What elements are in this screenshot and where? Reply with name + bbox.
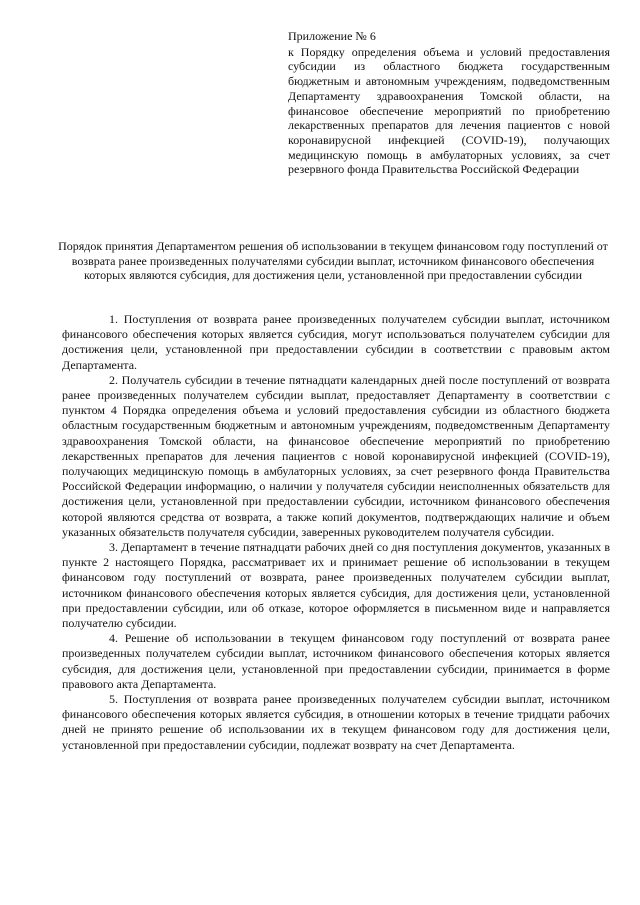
appendix-block — [288, 29, 610, 177]
appendix-text: к Порядку определения объема и условий предоставления субсидии из областного бюджета государственным бюджетным и автономным учреждениям, подведомственным Департаменту здравоохранения Томской области, на финансовое обеспечение мероприятий по приобретению лекарственных препаратов для лечения пациентов с новой коронавирусной инфекцией (COVID-19), получающих медицинскую помощь в амбулаторных условиях, за счет резервного фонда Правительства Российской Федерации — [288, 44, 610, 177]
appendix-title: Приложение № 6 — [288, 29, 376, 43]
paragraph-3: 3. Департамент в течение пятнадцати рабочих дней со дня поступления документов, указанных в пункте 2 настоящего Порядка, рассматривает их и принимает решение об использовании в текущем финансовом году поступлений от возврата, ранее произведенных получателем субсидии выплат, источником финансового обеспечения которых является субсидия, для достижения цели, установленной при предоставлении субсидии, или об отказе, которое оформляется в письменном виде и направляется получателю субсидии. — [62, 540, 610, 631]
paragraph-5: 5. Поступления от возврата ранее произведенных получателем субсидии выплат, источником финансового обеспечения которых является субсидия, в отношении которых в течение тридцати рабочих дней не принято решение об использовании их в текущем финансовом году для достижения цели, установленной при предоставлении субсидии, подлежат возврату на счет Департамента. — [62, 692, 610, 752]
paragraph-2: 2. Получатель субсидии в течение пятнадцати календарных дней после поступлений от возврата ранее произведенных получателем субсидии выплат, предоставляет Департаменту в соответствии с пунктом 4 Порядка определения объема и условий предоставления субсидии из областного бюджета областным государственным бюджетным и автономным учреждениям, подведомственным Департаменту здравоохранения Томской области, на финансовое обеспечение мероприятий по приобретению лекарственных препаратов для лечения пациентов с новой коронавирусной инфекцией (COVID-19), получающих медицинскую помощь в амбулаторных условиях, за счет резервного фонда Правительства Российской Федерации информацию, о наличии у получателя субсидии неисполненных обязательств для достижения цели, установленной при предоставлении субсидии, источником финансового обеспечения которой являются средства от возврата, а также копий документов, подтверждающих наличие и объем указанных обязательств получателя субсидии, заверенных руководителем получателя субсидии. — [62, 372, 610, 539]
paragraph-4: 4. Решение об использовании в текущем финансовом году поступлений от возврата ранее произведенных получателем субсидии выплат, источником финансового обеспечения которых является субсидия, для достижения цели, установленной при предоставлении субсидии, принимается в форме правового акта Департамента. — [62, 631, 610, 691]
document-title: Порядок принятия Департаментом решения об использовании в текущем финансовом году поступлений от возврата ранее произведенных получателями субсидии выплат, источником финансового обеспечения которых являются субсидия, для достижения цели, установленной при предоставлении субсидии — [58, 239, 608, 283]
document-body — [62, 312, 610, 753]
paragraph-1: 1. Поступления от возврата ранее произведенных получателем субсидии выплат, источником финансового обеспечения которых является субсидия, могут использоваться получателем субсидии для достижения цели, установленной при предоставлении субсидии в соответствии с правовым актом Департамента. — [62, 312, 610, 372]
